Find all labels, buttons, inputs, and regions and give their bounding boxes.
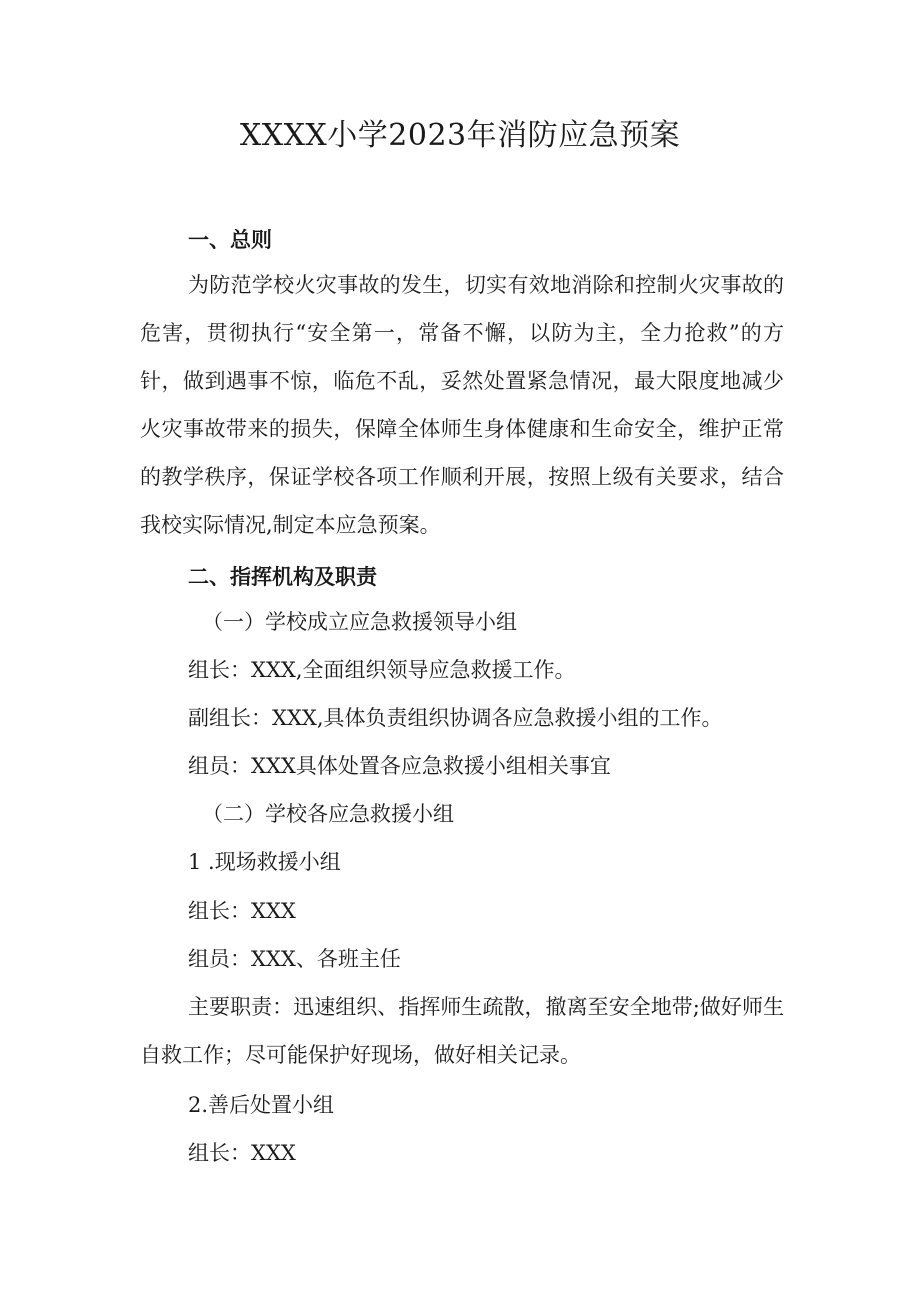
document-title: XXXX小学2023年消防应急预案 — [239, 118, 681, 153]
leader-line: 组长：XXX,全面组织领导应急救援工作。 — [188, 658, 576, 682]
section-heading-command: 二、指挥机构及职责 — [188, 565, 377, 589]
group1-title: 1 .现场救援小组 — [188, 850, 341, 874]
group1-duties: 主要职责：迅速组织、指挥师生疏散，撤离至安全地带;做好师生自救工作；尽可能保护好现场，做好相关记录。 — [140, 995, 784, 1067]
group2-leader: 组长：XXX — [188, 1141, 296, 1165]
members-line: 组员：XXX具体处置各应急救援小组相关事宜 — [188, 754, 611, 778]
section-heading-general: 一、总则 — [188, 228, 272, 252]
group1-members: 组员：XXX、各班主任 — [188, 947, 401, 971]
group2-title: 2.善后处置小组 — [188, 1093, 335, 1117]
section-general-paragraph: 为防范学校火灾事故的发生，切实有效地消除和控制火灾事故的危害，贯彻执行“安全第一，常备不懈，以防为主，全力抢救”的方针，做到遇事不惊，临危不乱，妥然处置紧急情况，最大限度地减少火灾事故带来的损失，保障全体师生身体健康和生命安全，维护正常的教学秩序，保证学校各项工作顺利开展，按照上级有关要求，结合我校实际情况,制定本应急预案。 — [140, 273, 784, 537]
subsection-leadership-group: （一）学校成立应急救援领导小组 — [202, 610, 517, 634]
deputy-leader-line: 副组长：XXX,具体负责组织协调各应急救援小组的工作。 — [188, 706, 723, 730]
group1-leader: 组长：XXX — [188, 899, 296, 923]
subsection-rescue-groups: （二）学校各应急救援小组 — [202, 802, 454, 826]
